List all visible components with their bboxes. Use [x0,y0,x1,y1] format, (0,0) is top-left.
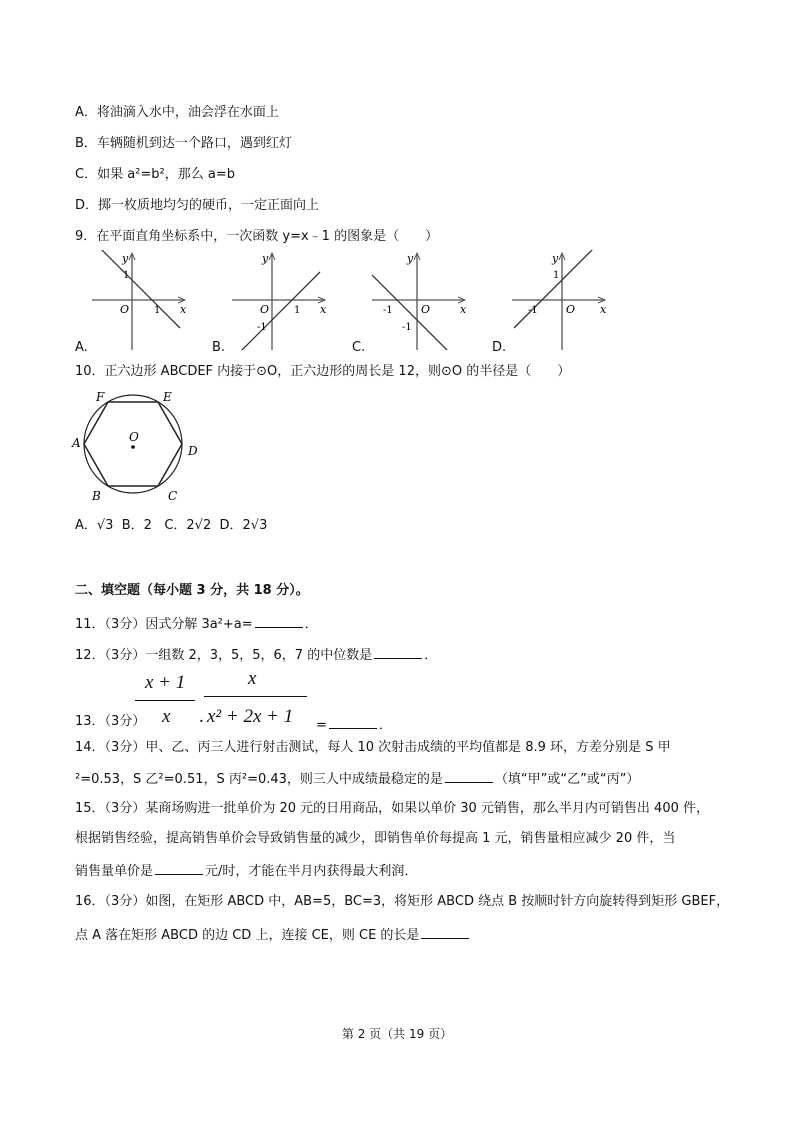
y-axis-label: y [552,252,559,265]
label-a: A [72,436,81,450]
q14-hint: （填“甲”或“乙”或“丙”） [494,772,640,787]
answer-blank[interactable] [155,862,203,875]
origin-label: O [421,303,431,316]
answer-blank[interactable] [255,615,303,628]
label-e: E [163,392,172,404]
q13-answer [316,716,392,734]
y-axis-label: y [122,252,129,265]
multiply-dot: . [199,706,204,727]
q9-option-c[interactable]: C. [352,340,366,355]
graph-option-b [232,250,332,350]
q9-option-b[interactable]: B. [212,340,226,355]
question-16-line2 [75,926,471,944]
question-10: 10．正六边形 ABCDEF 内接于⊙O，正六边形的周长是 12，则⊙O 的半径是（ ） [75,364,571,379]
q10-option-b[interactable]: B．2 [121,518,152,533]
question-15-line1: 15．（3分）某商场购进一批单价为 20 元的日用商品，如果以单价 30 元销售，那么半月内可销售出 400 件， [75,801,710,816]
function-line [232,272,320,350]
q11-text: 11．（3分）因式分解 3a²+a= [75,617,253,632]
x-intercept-label: -1 [383,305,393,316]
section-heading: 二、填空题（每小题 3 分，共 18 分）。 [75,583,309,598]
q11-period: ． [304,617,318,632]
label-f: F [96,392,105,404]
q10-option-c[interactable]: C．2√2 [164,518,212,533]
label-d: D [188,444,198,458]
origin-label: O [566,303,576,316]
q10-option-a[interactable]: A．√3 [75,518,114,533]
answer-blank[interactable] [374,646,422,659]
q10-options [75,518,267,534]
label-c: C [168,489,178,503]
y-intercept-label: 1 [553,270,560,281]
answer-blank[interactable] [329,716,377,729]
page-footer: 第 2 页（共 19 页） [341,1027,453,1041]
fraction-2-numerator: x [248,668,257,689]
graph-option-d [512,250,612,350]
q15-text: 销售量单价是 [75,864,154,879]
fraction-2-bar [204,696,307,697]
label-o: O [129,430,139,444]
question-13-label: 13．（3分） [75,714,146,729]
q14-text: ²=0.53，S 乙²=0.51，S 丙²=0.43，则三人中成绩最稳定的是 [75,772,443,787]
q12-text: 12．（3分）一组数 2，3，5，5，6，7 的中位数是 [75,648,373,663]
hexagon-figure [70,392,210,504]
q16-text: 点 A 落在矩形 ABCD 的边 CD 上，连接 CE，则 CE 的长是 [75,928,420,943]
x-intercept-label: 1 [154,305,161,316]
fraction-1-bar [135,700,195,701]
q12-period: ． [424,648,438,663]
origin-label: O [120,303,130,316]
q9-option-d[interactable]: D. [492,340,507,355]
question-15-line2: 根据销售经验，提高销售单价会导致销售量的减少，即销售单价每提高 1 元，销售量相应减少 20 件，当 [75,831,676,846]
y-intercept-label: -1 [402,322,412,333]
graph-option-a [92,250,192,350]
origin-label: O [260,303,270,316]
x-axis-label: x [320,303,327,316]
question-16-line1: 16．（3分）如图，在矩形 ABCD 中，AB=5，BC=3，将矩形 ABCD 绕点 B 按顺时针方向旋转得到矩形 GBEF， [75,894,730,909]
graph-option-c [372,250,472,350]
y-intercept-label: -1 [257,322,267,333]
question-12 [75,646,437,664]
question-14-line1: 14．（3分）甲、乙、丙三人进行射击测试，每人 10 次射击成绩的平均值都是 8.9 环，方差分别是 S 甲 [75,740,671,755]
function-line [92,250,180,328]
fraction-1-denominator: x [162,706,171,727]
fraction-2-denominator: x² + 2x + 1 [207,706,294,727]
x-axis-label: x [600,303,607,316]
choice-a: A．将油滴入水中，油会浮在水面上 [75,105,279,120]
circle-o [84,395,182,493]
q9-option-a[interactable]: A. [75,340,88,355]
y-axis-label: y [407,252,414,265]
choice-d: D．掷一枚质地均匀的硬币，一定正面向上 [75,198,320,213]
q10-option-d[interactable]: D．2√3 [219,518,268,533]
q15-text-end: 元/时，才能在半月内获得最大利润． [205,864,418,879]
x-axis-label: x [460,303,467,316]
y-intercept-label: 1 [123,270,130,281]
q13-period: ． [378,718,392,733]
x-intercept-label: 1 [294,305,301,316]
answer-blank[interactable] [445,770,493,783]
x-intercept-label: -1 [528,305,538,316]
equals-sign: = [316,718,327,733]
y-axis-label: y [262,252,269,265]
question-15-line3 [75,862,417,880]
question-9: 9．在平面直角坐标系中，一次函数 y=x﹣1 的图象是（ ） [75,229,439,244]
answer-blank[interactable] [421,926,469,939]
center-point [131,445,135,449]
x-axis-label: x [180,303,187,316]
question-14-line2 [75,770,639,788]
choice-c: C．如果 a²=b²，那么 a=b [75,167,235,182]
label-b: B [92,489,101,503]
question-11 [75,615,318,633]
hexagon [84,402,182,486]
choice-b: B．车辆随机到达一个路口，遇到红灯 [75,136,292,151]
fraction-1-numerator: x + 1 [145,672,186,693]
